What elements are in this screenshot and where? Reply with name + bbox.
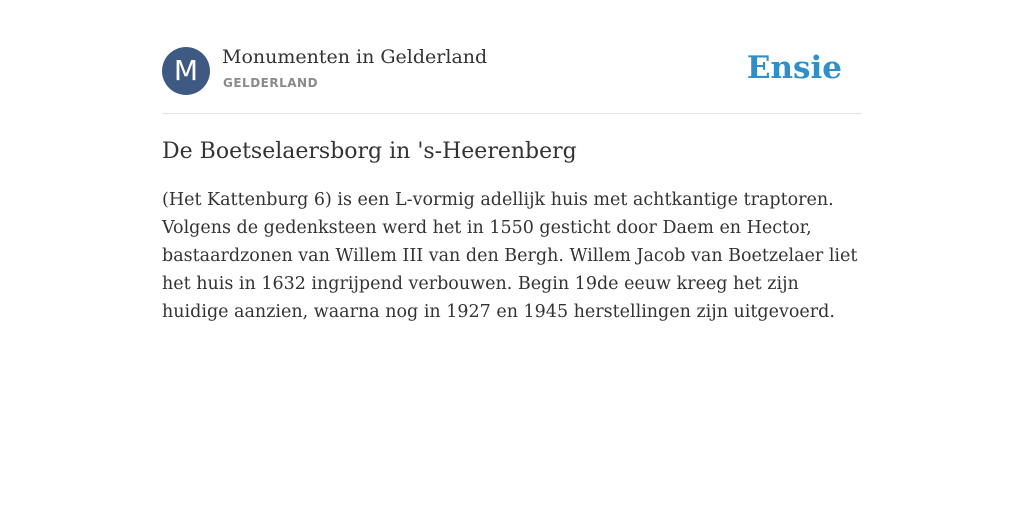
group-region-label: GELDERLAND [223,76,319,90]
article-title: De Boetselaersborg in 's-Heerenberg [162,139,577,164]
brand-logo[interactable]: Ensie [746,50,842,86]
article-body: (Het Kattenburg 6) is een L-vormig adellijk huis met achtkantige traptoren. Volgens de gedenksteen werd het in 1550 gesticht door Daem en Hector, bastaardzonen van Willem III van den Bergh. Willem Jacob van Boetzelaer liet het huis in 1632 ingrijpend verbouwen. Begin 19de eeuw kreeg het zijn huidige aanzien, waarna nog in 1927 en 1945 herstellingen zijn uitgevoerd. [162,190,858,322]
avatar[interactable]: M [162,47,210,95]
group-name-link[interactable]: Monumenten in Gelderland [222,46,488,68]
article-card [162,44,862,326]
card-header [162,44,862,114]
